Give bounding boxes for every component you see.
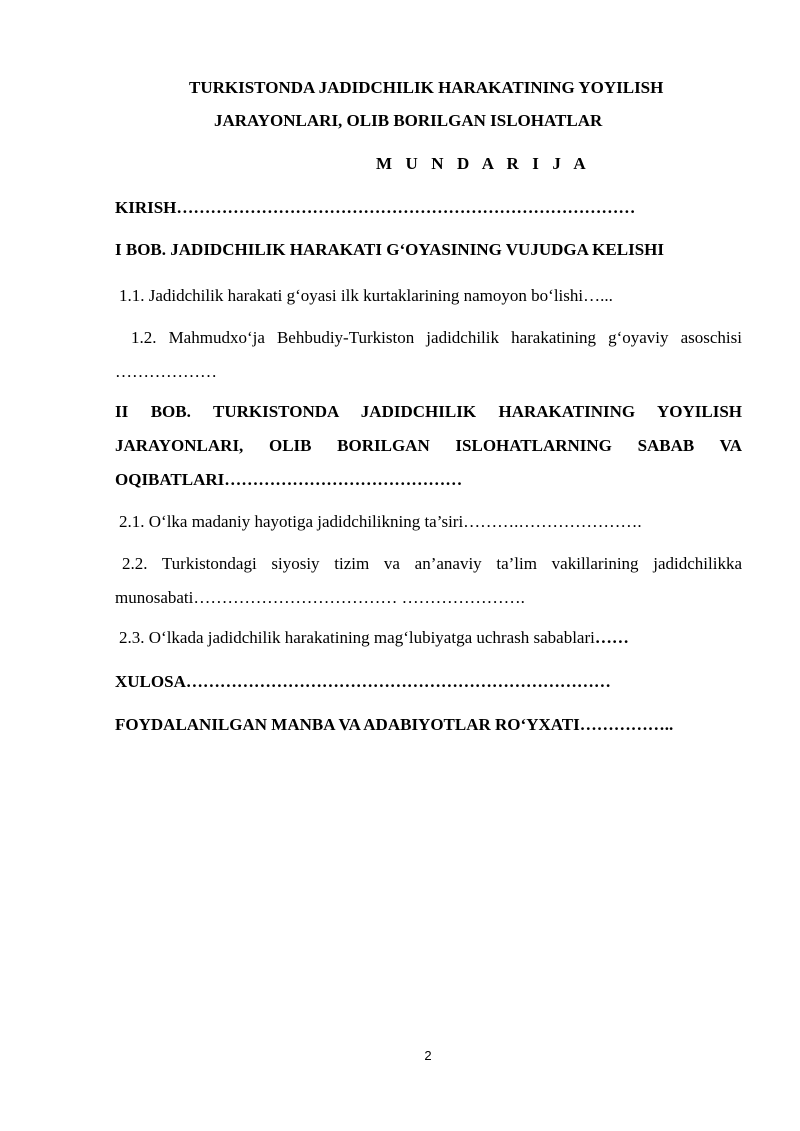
toc-entry-xulosa: XULOSA………………………………………………………………… bbox=[115, 672, 611, 691]
toc-entry-references: FOYDALANILGAN MANBA VA ADABIYOTLAR RO‘YXATI…………….. bbox=[115, 715, 674, 734]
toc-entry-section-1-2: 1.2. Mahmudxo‘ja Behbudiy-Turkiston jadidchilik harakatining g‘oyaviy asoschisi ……………… bbox=[115, 328, 742, 381]
document-title-line-2: JARAYONLARI, OLIB BORILGAN ISLOHATLAR bbox=[214, 111, 603, 130]
toc-entry-section-2-1: 2.1. O‘lka madaniy hayotiga jadidchilikning ta’siri……….…………………. bbox=[119, 512, 642, 531]
toc-entry-chapter-2: II BOB. TURKISTONDA JADIDCHILIK HARAKATINING YOYILISH JARAYONLARI, OLIB BORILGAN ISLOHATLARNING SABAB VA OQIBATLARI…………………………………… bbox=[115, 402, 742, 489]
contents-heading: M U N D A R I J A bbox=[376, 154, 591, 173]
toc-entry-section-2-3-dots: …… bbox=[594, 628, 629, 647]
toc-entry-section-1-1: 1.1. Jadidchilik harakati g‘oyasi ilk kurtaklarining namoyon bo‘lishi…... bbox=[119, 286, 613, 305]
toc-entry-section-2-3-text: 2.3. O‘lkada jadidchilik harakatining mag‘lubiyatga uchrash sabablari bbox=[119, 628, 595, 647]
page-number: 2 bbox=[424, 1048, 432, 1063]
document-title-line-1: TURKISTONDA JADIDCHILIK HARAKATINING YOYILISH bbox=[189, 78, 664, 97]
toc-entry-section-2-3 bbox=[119, 621, 746, 655]
toc-entry-kirish: KIRISH……………………………………………………………………… bbox=[115, 198, 636, 217]
toc-entry-chapter-1: I BOB. JADIDCHILIK HARAKATI G‘OYASINING VUJUDGA KELISHI bbox=[115, 240, 664, 259]
toc-entry-section-2-2: 2.2. Turkistondagi siyosiy tizim va an’anaviy ta’lim vakillarining jadidchilikka munosabati……………………………… …………………. bbox=[115, 554, 742, 607]
